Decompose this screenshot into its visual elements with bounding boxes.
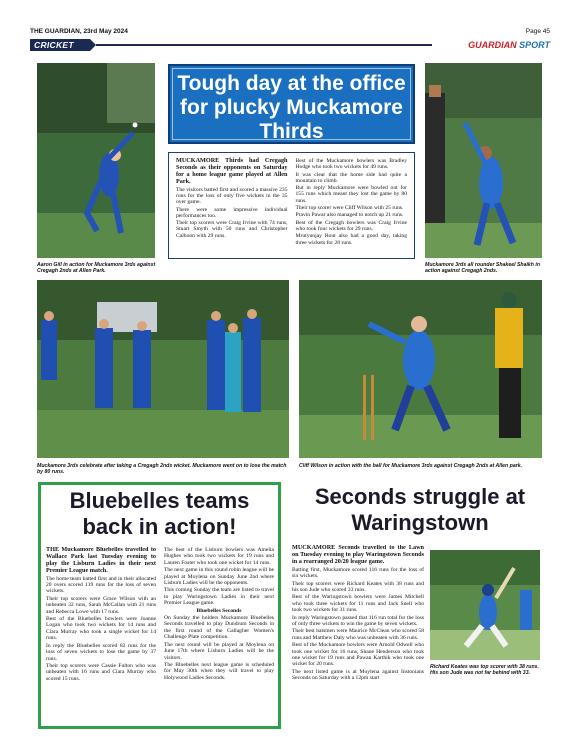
photo-bowler-aaron-gill xyxy=(37,63,155,258)
story1-paragraph: Their top scorer were Cliff Wilson with 25 runs. xyxy=(295,205,404,212)
story3-paragraph: Best of the Waringstown bowlers were James Mitchell who took three wickets for 11 runs and Jack Snell who took two wickets for 31 runs. xyxy=(292,594,424,614)
photo-richard-keates-batting xyxy=(430,550,540,660)
story1-paragraph: Pravin Pawar also managed to notch up 21 runs. xyxy=(295,212,404,219)
story2-subhead: Bluebelles Seconds xyxy=(196,607,242,614)
photo-c-caption: Muckamore 3rds celebrate after taking a Cregagh 2nds wicket. Muckamore went on to lose the match by 80 runs. xyxy=(37,463,287,476)
story2-lead: THE Muckamore Bluebelles travelled to Wallace Park last Tuesday evening to play the Lisburn Ladies in their next Premier League match. xyxy=(46,547,156,574)
story1-paragraph: Best of the Muckamore bowlers was Bradley Hodge who took two wickets for 49 runs. xyxy=(295,158,407,171)
section-bar xyxy=(30,39,550,51)
story2-headline: Bluebelles teams back in action! xyxy=(69,488,250,539)
story3-paragraph: The next listed game is at Moylena against Instonians Seconds on Saturday with a 12pm start xyxy=(292,668,424,682)
photo-a-caption: Aaron Gill in action for Muckamore 3rds against Cregagh 2nds at Allen Park. xyxy=(37,262,156,275)
story1-lead: MUCKAMORE Thirds had Cregagh Seconds as their opponents on Saturday for a home league game played at Allen Park. xyxy=(176,157,288,185)
story2-paragraph: The next round will be played at Moylena on June 17th where Lisburn Ladies will be the visitors. xyxy=(164,641,274,661)
story1-paragraph: There were some impressive individual performances too. xyxy=(176,206,288,219)
story2-paragraph: The Bluebelles next league game is scheduled for May 30th when they will travel to play Holywood Ladies Seconds. xyxy=(164,661,274,681)
story2-paragraph: On Sunday the holders Muckamore Bluebelles Seconds travelled to play Dundrum Seconds in the first round of the Gallagher Women's Challenge Plate competition. xyxy=(164,615,274,641)
section-label: CRICKET xyxy=(34,40,74,50)
story2-body xyxy=(46,547,274,723)
story1-paragraph: But in reply Muckamore were bowled out for 155 runs which meant they lost the game by 80 runs. xyxy=(295,185,407,204)
story2-paragraph: In reply the Bluebelles scored 82 runs for the loss of seven wickets to lose the game by 37 runs. xyxy=(46,642,156,662)
section-tab xyxy=(30,39,90,51)
story3-paragraph: Their best batsmen were Maurice McClean who scored 58 runs and Matthew Daly who was unbeaten with 36 runs. xyxy=(292,628,424,641)
story2-paragraph: Best of the Bluebelles bowlers were Joanne Logan who took two wickets for 14 runs and Ciara Murray who took a single wicket for 14 runs. xyxy=(46,616,156,642)
story2-paragraph: Their top scorers were Cassie Fulton who was unbeaten with 16 runs and Ciara Murray who scored 15 runs. xyxy=(46,662,156,682)
story2-paragraph: Their top scorers were Grace Wilson with an unbeaten 32 runs, Sarah McCallan with 21 runs and Rebecca Lowe with 17 runs. xyxy=(46,595,156,615)
story2-paragraph: This coming Sunday the team are listed to travel to play Waringstown Ladies in their next Premier League game. xyxy=(164,587,274,607)
story1-paragraph: Best of the Cregagh bowlers was Craig Irvine who took four wickets for 29 runs. xyxy=(295,219,407,232)
story1-paragraph: Their top scorers were Craig Irvine with 74 runs, Stuart Smyth with 50 runs and Christopher Calhoon with 29 runs. xyxy=(176,220,288,239)
brand-main: GUARDIAN xyxy=(468,40,517,50)
story3-paragraph: Best of the Muckamore bowlers were Arnold Odwell who took one wicket for 16 runs, Shane Henderson who took one wicket for 19 runs and Pawan Karthik who took one wicket for 20 runs. xyxy=(292,642,424,668)
story1-paragraph: The visitors batted first and scored a massive 235 runs for the loss of only five wickets in the 35 over game. xyxy=(176,186,288,206)
story3-paragraph: Batting first, Muckamore scored 116 runs for the loss of six wickets. xyxy=(292,566,424,580)
story1-paragraph: It was clear that the home side had quite a mountain to climb. xyxy=(295,171,407,184)
story3-body xyxy=(292,545,424,725)
brand-logo xyxy=(468,39,550,51)
story1-body xyxy=(168,152,415,259)
photo-b-caption: Muckamore 3rds all rounder Shakeel Shaikh in action against Cregagh 2nds. xyxy=(425,262,541,275)
photo-team-celebration xyxy=(37,280,289,458)
story2-paragraph: The next game in this round robin league will be played at Moylena on Sunday June 2nd where Lisburn Ladies will be the opponents. xyxy=(164,567,274,587)
masthead-date: THE GUARDIAN, 23rd May 2024 xyxy=(30,28,128,35)
story3-lead: MUCKAMORE Seconds travelled to the Lawn on Tuesday evening to play Waringstown Seconds in a rearranged 20/20 league game. xyxy=(292,545,424,565)
section-rule xyxy=(96,44,432,46)
story3-paragraph: Their top scorers were Richard Keates with 38 runs and his son Jude who scored 33 runs. xyxy=(292,580,424,593)
story3-paragraph: In reply Waringstown passed that 116 run total for the loss of only three wickets to win the game by seven wickets. xyxy=(292,614,424,627)
brand-sport: SPORT xyxy=(519,40,550,50)
masthead xyxy=(30,28,550,38)
story2-paragraph: The best of the Lisburn bowlers was Amelia Hughes who took two wickets for 19 runs and Lauren Foster who took one wicket for 14 runs. xyxy=(164,547,274,566)
story2-paragraph: The home team batted first and in their allocated 20 overs scored 119 runs for the loss of seven wickets. xyxy=(46,575,156,595)
photo-d-caption: Cliff Wilson in action with the ball for Muckamore 3rds against Cregagh 2nds at Allen park. xyxy=(299,463,523,469)
story3-headline: Seconds struggle at Waringstown xyxy=(314,484,526,535)
story1-paragraph: Mrutyunjay Rout also had a good day, taking three wickets for 28 runs. xyxy=(295,233,407,246)
photo-e-caption: Richard Keates was top scorer with 38 runs. His son Jude was not far behind with 33. xyxy=(430,664,539,677)
photo-cliff-wilson-bowling xyxy=(299,280,542,458)
photo-allrounder-shakeel-shaikh xyxy=(425,63,542,258)
page-number: Page 45 xyxy=(525,28,550,35)
story1-headline: Tough day at the office for plucky Muckamore Thirds xyxy=(168,64,415,144)
